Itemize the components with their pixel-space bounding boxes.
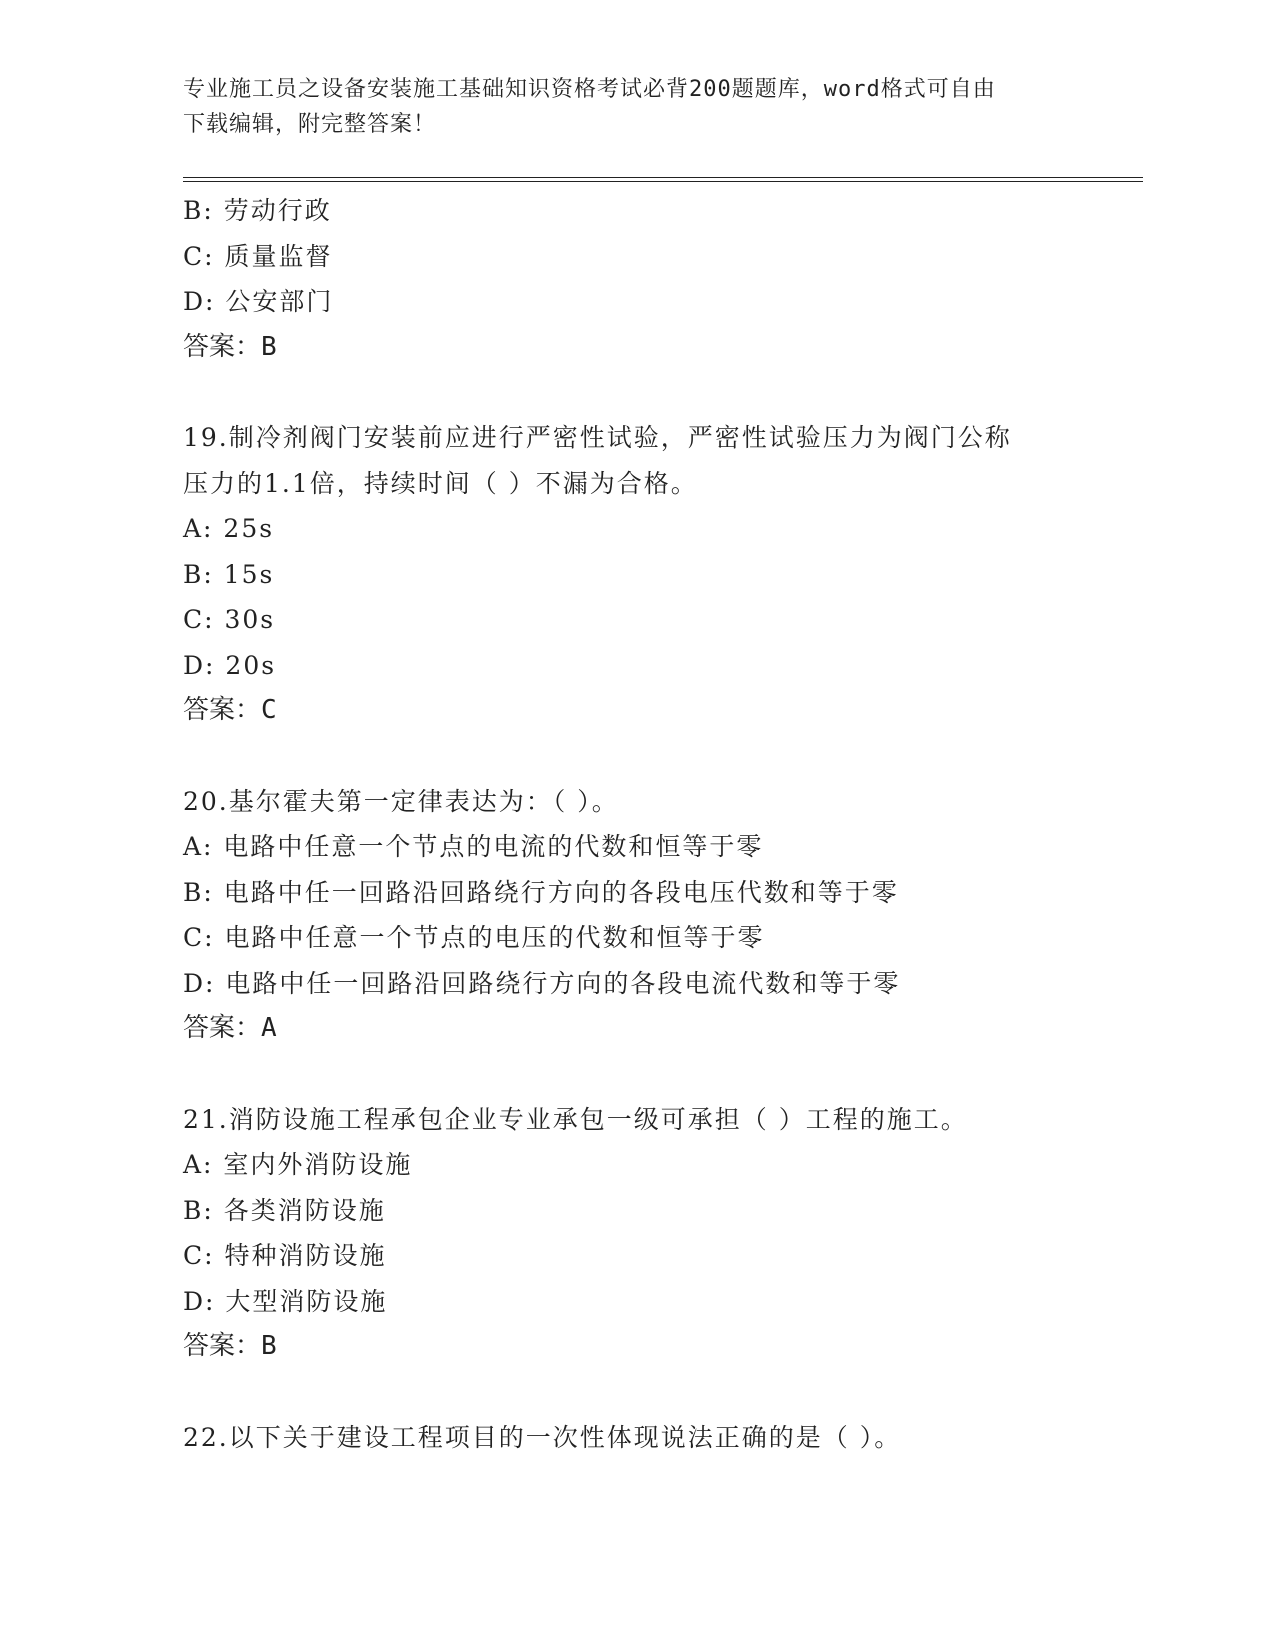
option-a: A: 25s xyxy=(183,514,275,543)
question-block-18 xyxy=(183,188,1143,370)
option-d: D: 电路中任一回路沿回路绕行方向的各段电流代数和等于零 xyxy=(183,968,901,998)
option-c: C: 质量监督 xyxy=(183,241,333,271)
page-header xyxy=(183,72,1083,142)
answer: 答案：A xyxy=(183,1013,277,1043)
question-text: 19.制冷剂阀门安装前应进行严密性试验，严密性试验压力为阀门公称 xyxy=(183,423,1012,452)
option-b: B: 劳动行政 xyxy=(183,196,332,225)
content xyxy=(183,188,1143,1460)
header-line-1: 专业施工员之设备安装施工基础知识资格考试必背200题题库，word格式可自由 xyxy=(183,77,996,102)
option-b: B: 15s xyxy=(183,559,275,589)
option-d: D: 大型消防设施 xyxy=(183,1286,388,1316)
option-a: A: 室内外消防设施 xyxy=(183,1150,413,1179)
option-c: C: 30s xyxy=(183,605,276,634)
question-block-19 xyxy=(183,415,1143,734)
question-block-22 xyxy=(183,1415,1143,1461)
option-c: C: 特种消防设施 xyxy=(183,1241,387,1270)
header-divider xyxy=(183,177,1143,182)
header-line-2: 下载编辑，附完整答案！ xyxy=(183,112,437,137)
answer: 答案：C xyxy=(183,695,277,725)
option-d: D: 20s xyxy=(183,650,277,680)
answer: 答案：B xyxy=(183,1331,277,1361)
option-d: D: 公安部门 xyxy=(183,287,334,316)
question-text: 22.以下关于建设工程项目的一次性体现说法正确的是（ ）。 xyxy=(183,1422,902,1452)
option-a: A: 电路中任意一个节点的电流的代数和恒等于零 xyxy=(183,832,764,861)
question-block-21 xyxy=(183,1097,1143,1370)
answer: 答案：B xyxy=(183,331,277,362)
question-text: 20.基尔霍夫第一定律表达为：（ ）。 xyxy=(183,786,619,816)
question-text: 压力的1.1倍，持续时间（ ）不漏为合格。 xyxy=(183,468,698,498)
option-b: B: 电路中任一回路沿回路绕行方向的各段电压代数和等于零 xyxy=(183,877,899,907)
question-block-20 xyxy=(183,779,1143,1052)
option-b: B: 各类消防设施 xyxy=(183,1195,386,1225)
option-c: C: 电路中任意一个节点的电压的代数和恒等于零 xyxy=(183,923,765,952)
question-text: 21.消防设施工程承包企业专业承包一级可承担（ ）工程的施工。 xyxy=(183,1104,968,1134)
